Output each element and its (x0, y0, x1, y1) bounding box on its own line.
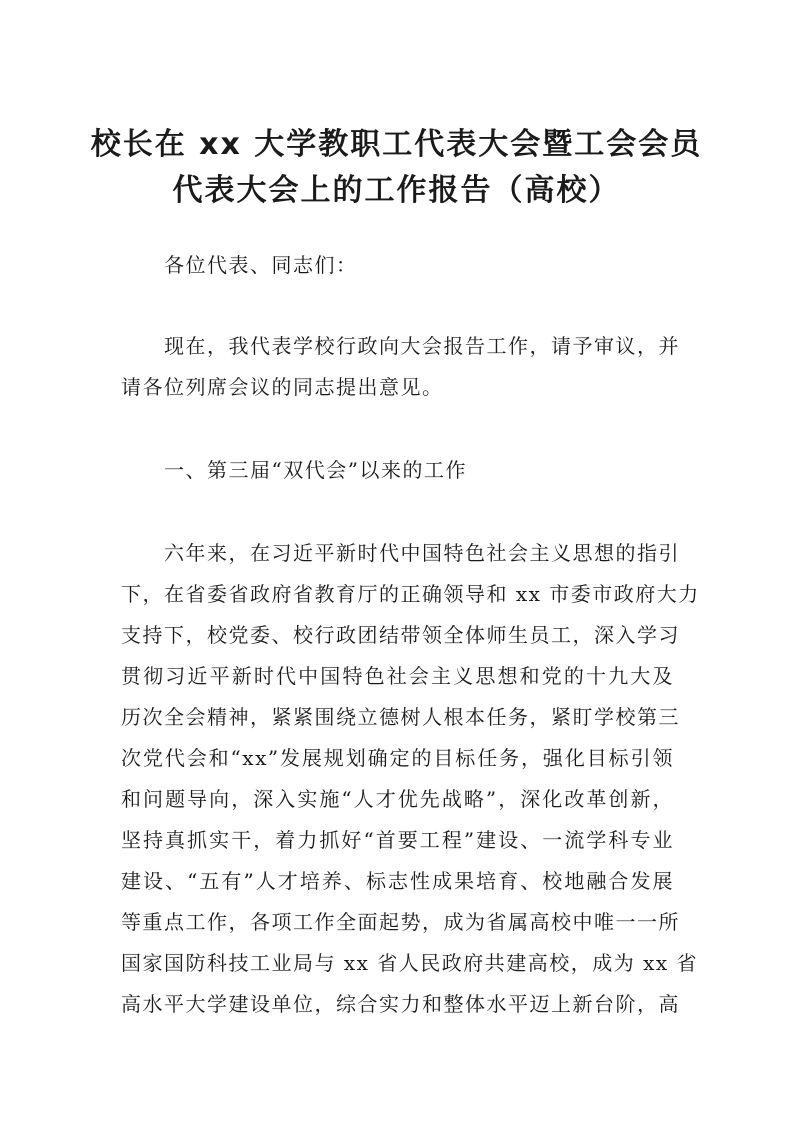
intro-line: 请各位列席会议的同志提出意见。 (121, 375, 444, 399)
body-line: 等重点工作，各项工作全面起势，成为省属高校中唯一一所 (121, 910, 680, 934)
body-line: 六年来，在习近平新时代中国特色社会主义思想的指引 (164, 541, 680, 565)
body-line: 下，在省委省政府省教育厅的正确领导和 xx 市委市政府大力 (121, 582, 700, 606)
body-line: 高水平大学建设单位，综合实力和整体水平迈上新台阶，高 (121, 992, 680, 1016)
section-heading-text: 一、第三届“双代会”以来的工作 (164, 458, 467, 482)
body-line: 和问题导向，深入实施“人才优先战略”，深化改革创新， (121, 787, 674, 811)
intro-line: 现在，我代表学校行政向大会报告工作，请予审议，并 (164, 334, 680, 358)
body-line: 建设、“五有”人才培养、标志性成果培育、校地融合发展 (121, 869, 674, 893)
document-title-line-2: 代表大会上的工作报告（高校） (172, 173, 621, 208)
body-line: 支持下，校党委、校行政团结带领全体师生员工，深入学习 (121, 623, 680, 647)
body-line: 坚持真抓实干，着力抓好“首要工程”建设、一流学科专业 (121, 828, 674, 852)
body-line: 历次全会精神，紧紧围绕立德树人根本任务，紧盯学校第三 (121, 705, 680, 729)
body-line: 国家国防科技工业局与 xx 省人民政府共建高校，成为 xx 省 (121, 951, 699, 975)
document-title-line-1: 校长在 xx 大学教职工代表大会暨工会会员 (90, 127, 703, 162)
body-line: 贯彻习近平新时代中国特色社会主义思想和党的十九大及 (121, 664, 674, 688)
salutation-text: 各位代表、同志们： (164, 253, 358, 277)
body-line: 次党代会和“xx”发展规划确定的目标任务，强化目标引领 (121, 746, 674, 770)
